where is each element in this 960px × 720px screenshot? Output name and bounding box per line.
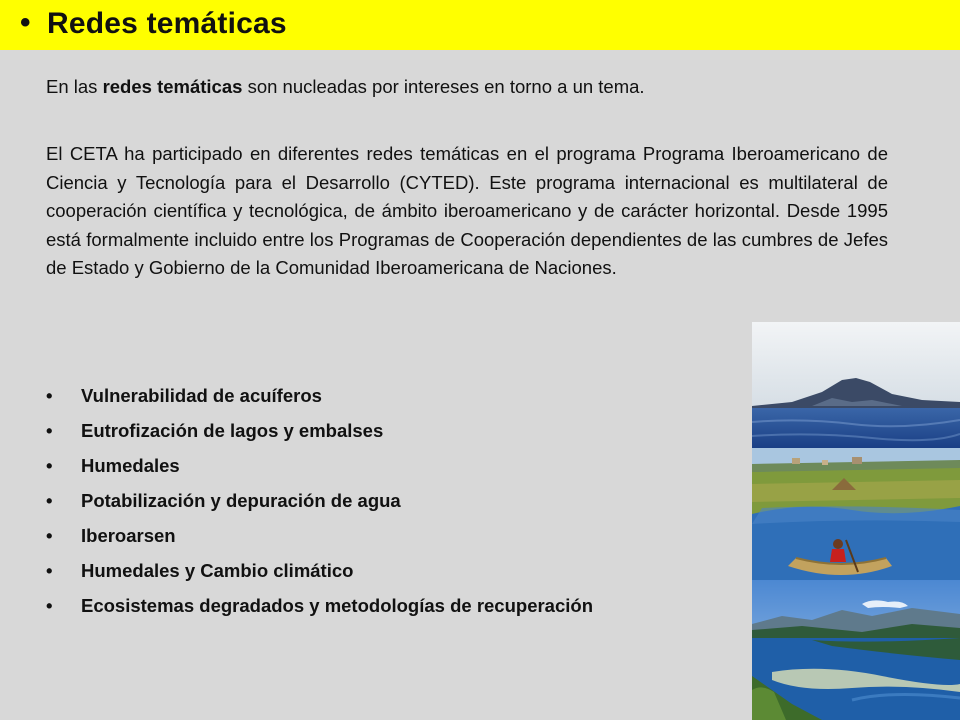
intro-text	[46, 74, 891, 100]
list-item-label: Humedales	[81, 455, 180, 476]
bullet-dot: •	[46, 595, 53, 616]
bullet-dot: •	[46, 490, 53, 511]
list-item	[46, 452, 593, 487]
volcano-lake-photo	[752, 322, 960, 448]
bullet-dot: •	[46, 455, 53, 476]
intro-after: son nucleadas por intereses en torno a un tema.	[242, 76, 645, 97]
list-item	[46, 417, 593, 452]
list-item-label: Ecosistemas degradados y metodologías de recuperación	[81, 595, 594, 616]
intro-bold: redes temáticas	[102, 76, 243, 97]
bullet-dot: •	[46, 420, 53, 441]
list-item-label: Vulnerabilidad de acuíferos	[81, 385, 322, 406]
body-paragraph: El CETA ha participado en diferentes redes temáticas en el programa Programa Iberoamericano de Ciencia y Tecnología para el Desarrollo (CYTED). Este programa internacional es multilateral de cooperación científica y tecnológica, de ámbito iberoamericano y de carácter horizontal. Desde 1995 está formalmente incluido entre los Programas de Cooperación dependientes de las cumbres de Jefes de Estado y Gobierno de la Comunidad Iberoamericana de Naciones.	[46, 143, 888, 278]
page-title: Redes temáticas	[47, 7, 287, 40]
list-item	[46, 592, 593, 627]
title-bar	[0, 0, 960, 50]
reed-boat-photo	[752, 448, 960, 580]
list-item	[46, 382, 593, 417]
list-item-label: Iberoarsen	[81, 525, 176, 546]
bullet-dot: •	[46, 385, 53, 406]
list-item	[46, 522, 593, 557]
topic-list	[46, 382, 593, 627]
bullet-dot: •	[46, 560, 53, 581]
list-item	[46, 487, 593, 522]
intro-before: En las	[46, 76, 103, 97]
mountain-lake-photo	[752, 580, 960, 720]
list-item-label: Humedales y Cambio climático	[81, 560, 354, 581]
list-item	[46, 557, 593, 592]
list-item-label: Potabilización y depuración de agua	[81, 490, 401, 511]
list-item-label: Eutrofización de lagos y embalses	[81, 420, 384, 441]
title-bullet: •	[20, 6, 31, 39]
bullet-dot: •	[46, 525, 53, 546]
